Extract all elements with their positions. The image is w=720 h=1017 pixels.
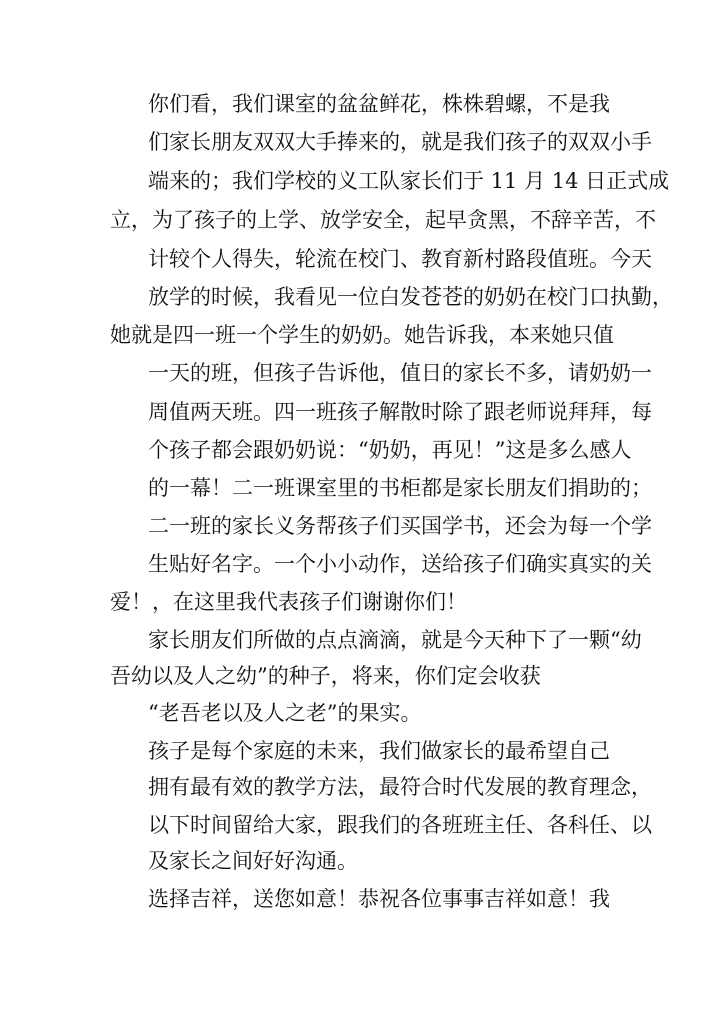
text-line: 她就是四一班一个学生的奶奶。她告诉我，本来她只值 — [110, 323, 614, 347]
text-line: 一天的班，但孩子告诉他，值日的家长不多，请奶奶一 — [148, 361, 652, 385]
text-line: 的一幕！二一班课室里的书柜都是家长朋友们捐助的； — [148, 476, 652, 500]
text-line: 家长朋友们所做的点点滴滴，就是今天种下了一颗“幼 — [148, 628, 642, 652]
text-line: 放学的时候，我看见一位白发苍苍的奶奶在校门口执勤， — [148, 285, 673, 309]
text-line: 立，为了孩子的上学、放学安全，起早贪黑，不辞辛苦，不 — [110, 208, 656, 232]
text-line: 选择吉祥，送您如意！恭祝各位事事吉祥如意！我 — [148, 887, 610, 911]
text-line: 生贴好名字。一个小小动作，送给孩子们确实真实的关 — [148, 552, 652, 576]
text-line: 周值两天班。四一班孩子解散时除了跟老师说拜拜，每 — [148, 400, 652, 424]
text-line: 孩子是每个家庭的未来，我们做家长的最希望自己 — [148, 739, 610, 763]
text-line: 你们看，我们课室的盆盆鲜花，株株碧螺，不是我 — [148, 92, 610, 116]
text-line: 端来的；我们学校的义工队家长们于 11 月 14 日正式成 — [148, 169, 670, 193]
text-line: 们家长朋友双双大手捧来的，就是我们孩子的双双小手 — [148, 130, 652, 154]
text-line: 个孩子都会跟奶奶说：“奶奶，再见！”这是多么感人 — [148, 438, 632, 462]
text-line: 拥有最有效的教学方法，最符合时代发展的教育理念， — [148, 775, 652, 799]
text-line: 吾幼以及人之幼”的种子，将来，你们定会收获 — [110, 664, 541, 688]
text-line: 二一班的家长义务帮孩子们买国学书，还会为每一个学 — [148, 514, 652, 538]
text-line: 及家长之间好好沟通。 — [148, 849, 358, 873]
text-line: 以下时间留给大家，跟我们的各班班主任、各科任、以 — [148, 813, 652, 837]
text-line: 计较个人得失，轮流在校门、教育新村路段值班。今天 — [148, 247, 652, 271]
text-line: “老吾老以及人之老”的果实。 — [148, 701, 422, 725]
text-line: 爱！，在这里我代表孩子们谢谢你们！ — [110, 590, 467, 614]
